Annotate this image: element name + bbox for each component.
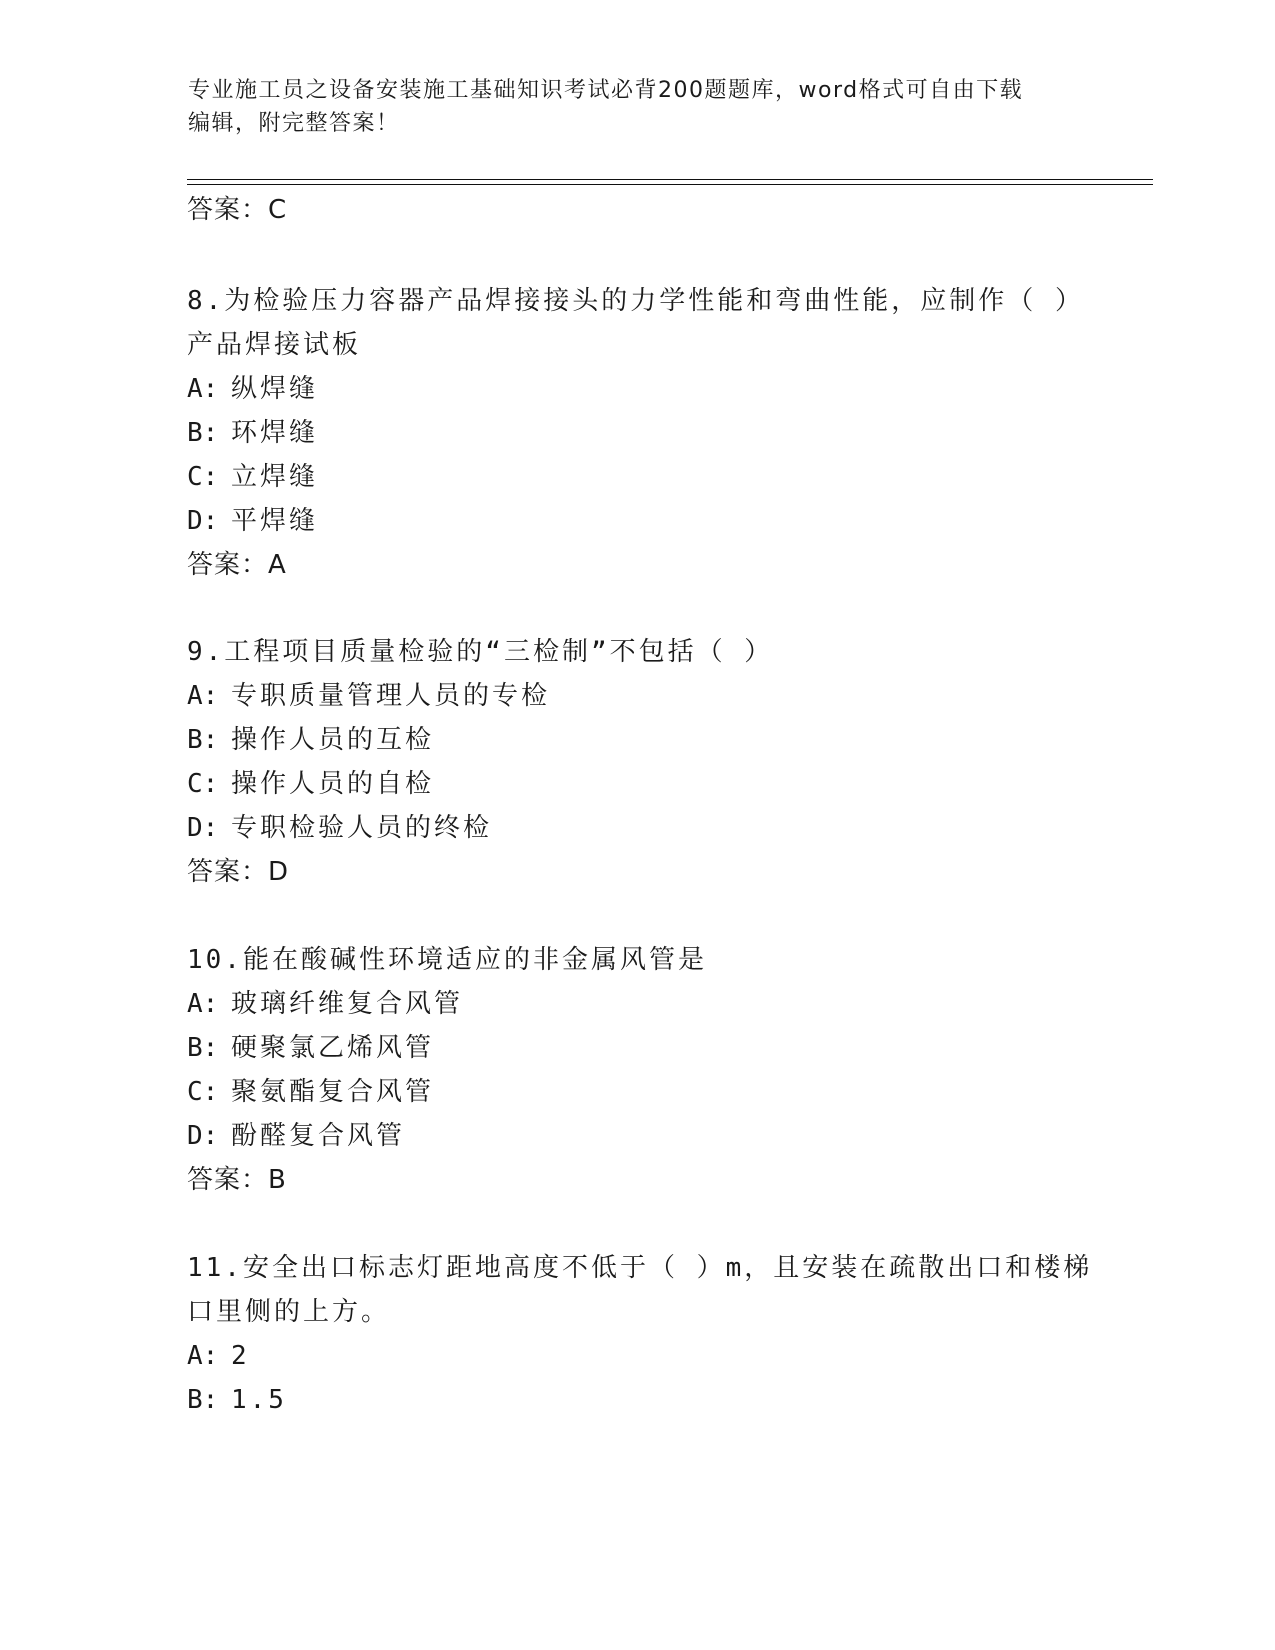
- option-text: 立焊缝: [231, 462, 319, 492]
- option-text: 环焊缝: [231, 418, 319, 448]
- header-line-2: 编辑，附完整答案！: [188, 111, 400, 136]
- option-letter: B:: [187, 418, 219, 448]
- option-text: 专职检验人员的终检: [231, 813, 493, 843]
- answer-q9: 答案：D: [187, 857, 290, 887]
- option-letter: D:: [187, 1121, 219, 1151]
- question-11-option-b: [187, 1383, 287, 1417]
- question-8-option-c: [187, 460, 318, 494]
- option-text: 纵焊缝: [231, 374, 319, 404]
- option-letter: D:: [187, 813, 219, 843]
- option-text: 2: [231, 1341, 250, 1371]
- option-letter: C:: [187, 1077, 219, 1107]
- answer-q8: 答案：A: [187, 550, 287, 580]
- option-text: 玻璃纤维复合风管: [231, 989, 464, 1019]
- question-8-text-line-2: 产品焊接试板: [187, 330, 362, 360]
- header-line-1: 专业施工员之设备安装施工基础知识考试必背200题题库，word格式可自由下载: [188, 78, 1024, 103]
- question-10-option-b: [187, 1031, 434, 1065]
- option-text: 操作人员的互检: [231, 725, 435, 755]
- question-9-option-d: [187, 811, 492, 845]
- option-text: 1.5: [231, 1385, 287, 1415]
- answer-q7: 答案：C: [187, 195, 288, 225]
- document-header: [188, 74, 1088, 140]
- question-10-option-d: [187, 1119, 405, 1153]
- question-9-option-a: [187, 679, 550, 713]
- option-letter: C:: [187, 462, 219, 492]
- option-letter: C:: [187, 769, 219, 799]
- question-11-text-line-2: 口里侧的上方。: [187, 1297, 391, 1327]
- option-letter: B:: [187, 1033, 219, 1063]
- option-letter: B:: [187, 725, 219, 755]
- question-8-option-d: [187, 504, 318, 538]
- question-11-option-a: [187, 1339, 250, 1373]
- option-text: 操作人员的自检: [231, 769, 435, 799]
- answer-q10: 答案：B: [187, 1165, 287, 1195]
- option-text: 专职质量管理人员的专检: [231, 681, 551, 711]
- question-9-text: 9.工程项目质量检验的“三检制”不包括（ ）: [187, 637, 774, 667]
- question-11-text-line-1: 11.安全出口标志灯距地高度不低于（ ）m，且安装在疏散出口和楼梯: [187, 1253, 1093, 1283]
- question-8-text-line-1: 8.为检验压力容器产品焊接接头的力学性能和弯曲性能，应制作（ ）: [187, 286, 1084, 316]
- question-8-option-a: [187, 372, 318, 406]
- option-text: 酚醛复合风管: [231, 1121, 406, 1151]
- option-letter: A:: [187, 681, 219, 711]
- question-10-option-a: [187, 987, 463, 1021]
- question-9-option-b: [187, 723, 434, 757]
- option-letter: A:: [187, 1341, 219, 1371]
- question-10-text: 10.能在酸碱性环境适应的非金属风管是: [187, 945, 707, 975]
- question-9-option-c: [187, 767, 434, 801]
- option-text: 硬聚氯乙烯风管: [231, 1033, 435, 1063]
- question-8-option-b: [187, 416, 318, 450]
- option-letter: D:: [187, 506, 219, 536]
- option-letter: B:: [187, 1385, 219, 1415]
- option-letter: A:: [187, 374, 219, 404]
- header-rule-top: [187, 179, 1153, 180]
- header-rule-bottom: [187, 184, 1153, 185]
- option-text: 平焊缝: [231, 506, 319, 536]
- option-text: 聚氨酯复合风管: [231, 1077, 435, 1107]
- option-letter: A:: [187, 989, 219, 1019]
- question-10-option-c: [187, 1075, 434, 1109]
